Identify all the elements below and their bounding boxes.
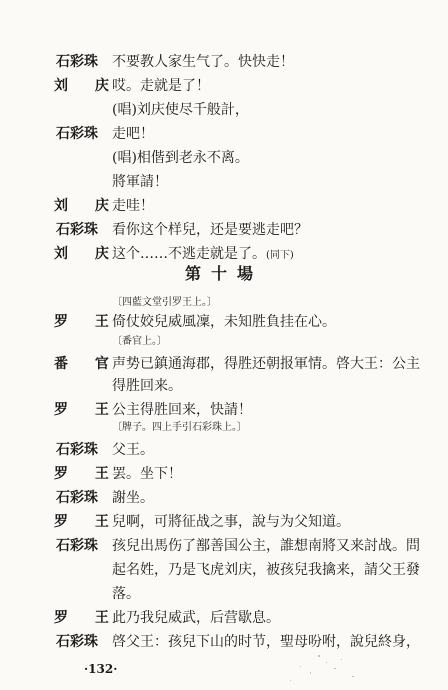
- dialogue-line: [0, 558, 448, 582]
- dialogue-text: 倚仗姣兒威風凜，未知胜負挂在心。: [112, 314, 336, 330]
- speaker-name: 石彩珠: [56, 54, 98, 70]
- speaker-name: 石彩珠: [56, 490, 98, 506]
- dialogue-text: 哎。走就是了！: [112, 78, 210, 94]
- scene-title: 第十場: [184, 264, 263, 283]
- dialogue-text: 謝坐。: [112, 490, 154, 506]
- dialogue-text-main: 这个……不逃走就是了。: [112, 246, 266, 262]
- dialogue-text: (唱)刘庆使尽千般計，: [112, 102, 249, 118]
- speaker-name: 石彩珠: [56, 634, 98, 650]
- speaker-name: 罗 王: [54, 314, 120, 330]
- dialogue-line: [0, 122, 448, 146]
- dialogue-text: 父王。: [112, 442, 154, 458]
- speaker-name: 石彩珠: [56, 126, 98, 142]
- speaker-name: 罗 王: [54, 402, 120, 418]
- dialogue-line: [0, 510, 448, 534]
- stage-direction: 〔牌子。四上手引石彩珠上。〕: [112, 422, 247, 433]
- dialogue-line: [0, 98, 448, 122]
- dialogue-line: [0, 146, 448, 170]
- speaker-name: 番 官: [54, 356, 120, 372]
- dialogue-line: [0, 352, 448, 376]
- speaker-name: 刘 庆: [54, 246, 120, 262]
- dialogue-text: 兒啊，可將征战之事，說与为父知道。: [112, 514, 350, 530]
- dialogue-line: [0, 486, 448, 510]
- speaker-name: 刘 庆: [54, 78, 120, 94]
- dialogue-line: [0, 194, 448, 218]
- dialogue-text: 罢。坐下！: [112, 466, 182, 482]
- dialogue-text: 走吧！: [112, 126, 154, 142]
- dialogue-line: [0, 582, 448, 606]
- dialogue-line: [0, 438, 448, 462]
- dialogue-text: 孩兒出馬伤了鄯善国公主，誰想南將又来討战。問: [112, 538, 420, 554]
- stage-direction: 〔番官上。〕: [112, 336, 167, 347]
- speaker-name: 石彩珠: [56, 222, 98, 238]
- dialogue-text: 声势已鎮通海郡，得胜还朝报軍情。啓大王：公主: [112, 356, 420, 372]
- dialogue-text: 此乃我兒威武，后营歇息。: [112, 610, 280, 626]
- dialogue-line: [0, 534, 448, 558]
- dialogue-text: 不要教人家生气了。快快走！: [112, 54, 294, 70]
- speaker-name: 刘 庆: [54, 198, 120, 214]
- dialogue-line: [0, 50, 448, 74]
- dialogue-text: 起名姓，乃是飞虎刘庆，被孩兒我擒来，請父王發: [112, 562, 420, 578]
- dialogue-line: [0, 170, 448, 194]
- dialogue-text: 公主得胜回来，快請！: [112, 402, 252, 418]
- dialogue-line: [0, 218, 448, 242]
- speaker-name: 罗 王: [54, 514, 120, 530]
- dialogue-text: 看你这个样兒，还是要逃走吧？: [112, 222, 308, 238]
- dialogue-line: [0, 630, 448, 654]
- dialogue-text: 落。: [112, 586, 140, 602]
- dialogue-line: [0, 310, 448, 334]
- speaker-name: 罗 王: [54, 610, 120, 626]
- dialogue-line: [0, 462, 448, 486]
- dialogue-text: 得胜回来。: [112, 378, 182, 394]
- speaker-name: 罗 王: [54, 466, 120, 482]
- dialogue-text: 將軍請！: [112, 174, 168, 190]
- dialogue-text: 走哇！: [112, 198, 154, 214]
- stage-direction: 〔四藍文堂引罗王上。〕: [112, 297, 217, 308]
- dialogue-line: [0, 374, 448, 398]
- dialogue-line: [0, 606, 448, 630]
- page-number: ·132·: [84, 662, 118, 676]
- speaker-name: 石彩珠: [56, 538, 98, 554]
- speaker-name: 石彩珠: [56, 442, 98, 458]
- dialogue-text: 啓父王：孩兒下山的时节，聖母吩咐，說兒終身，: [112, 634, 420, 650]
- dialogue-text: (唱)相偕到老永不离。: [112, 150, 249, 166]
- stage-direction: (同下): [266, 250, 294, 261]
- dialogue-line: [0, 74, 448, 98]
